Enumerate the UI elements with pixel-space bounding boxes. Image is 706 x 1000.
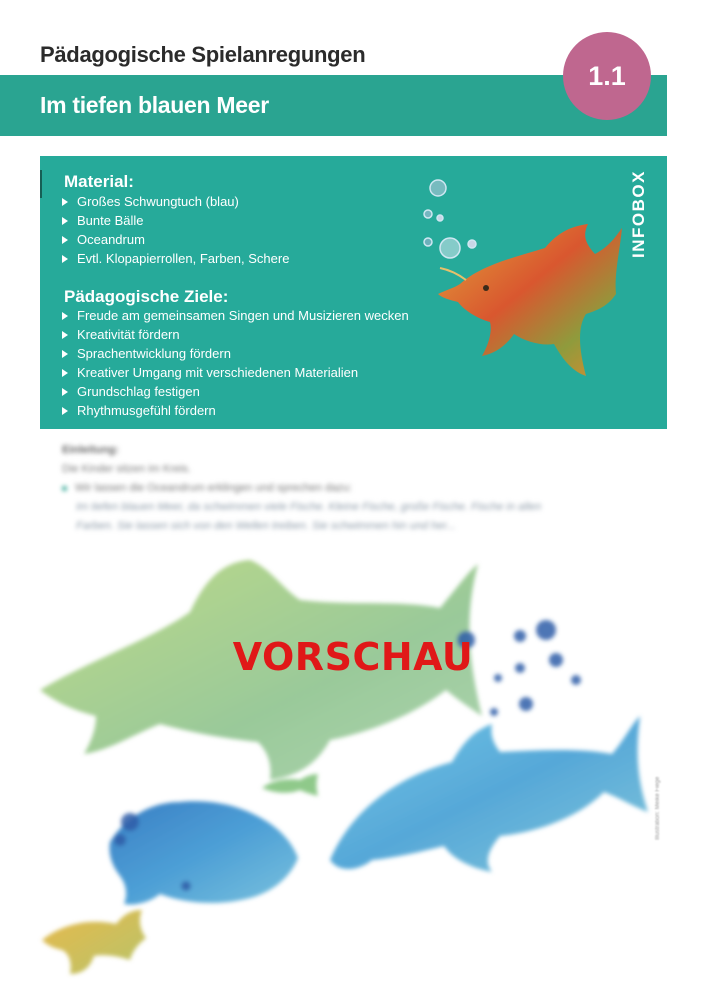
- goal-item: Rhythmusgefühl fördern: [77, 403, 216, 418]
- infobox-accent-line: [40, 170, 42, 198]
- material-heading: Material:: [64, 172, 134, 191]
- intro-quote-line: Farben. Sie lassen sich von den Wellen treiben. Sie schwimmen hin und her...: [76, 520, 456, 532]
- list-item: [62, 382, 409, 401]
- bullet-triangle-icon: [62, 312, 68, 320]
- material-item: Großes Schwungtuch (blau): [77, 194, 239, 209]
- bullet-triangle-icon: [62, 350, 68, 358]
- intro-bullet: [62, 479, 672, 498]
- yellow-fish-icon: [42, 910, 146, 974]
- list-item: [62, 192, 289, 211]
- bullet-triangle-icon: [62, 255, 68, 263]
- chapter-badge: [563, 32, 651, 120]
- chapter-number: 1.1: [588, 60, 626, 91]
- bullet-triangle-icon: [62, 388, 68, 396]
- intro-quote-line: Im tiefen blauen Meer, da schwimmen viele Fische. Kleine Fische, große Fische. Fische in allen: [76, 501, 542, 513]
- intro-bullet-text: Wir lassen die Oceandrum erklingen und sprechen dazu:: [75, 482, 352, 494]
- bullet-triangle-icon: [62, 331, 68, 339]
- light-blue-fish-icon: [330, 716, 648, 872]
- orange-fish-illustration: [410, 176, 625, 391]
- page-header-title: Pädagogische Spielanregungen: [40, 42, 366, 67]
- goal-item: Freude am gemeinsamen Singen und Musizieren wecken: [77, 308, 409, 323]
- goal-item: Kreativer Umgang mit verschiedenen Materialien: [77, 365, 359, 380]
- list-item: [62, 363, 409, 382]
- bullet-triangle-icon: [62, 369, 68, 377]
- list-item: [62, 230, 289, 249]
- goal-item: Grundschlag festigen: [77, 384, 200, 399]
- bubbles-icon: [424, 180, 476, 258]
- bullet-triangle-icon: [62, 407, 68, 415]
- material-item: Oceandrum: [77, 232, 145, 247]
- material-item: Evtl. Klopapierrollen, Farben, Schere: [77, 251, 290, 266]
- intro-section: [62, 441, 672, 536]
- intro-heading: Einleitung:: [62, 444, 119, 456]
- fish-illustration: [0, 540, 706, 1000]
- infobox-label: INFOBOX: [629, 170, 648, 258]
- list-item: [62, 325, 409, 344]
- list-item: [62, 401, 409, 420]
- goals-heading: Pädagogische Ziele:: [64, 287, 229, 306]
- infobox: [40, 156, 667, 429]
- material-item: Bunte Bälle: [77, 213, 144, 228]
- list-item: [62, 249, 289, 268]
- page-subtitle: Im tiefen blauen Meer: [40, 92, 269, 118]
- illustration-credit: Illustration: Meike Fiege: [655, 776, 661, 840]
- dark-blue-fish-icon: [109, 801, 298, 904]
- fish-body: [438, 224, 622, 376]
- list-item: [62, 344, 409, 363]
- bullet-triangle-icon: [62, 217, 68, 225]
- bullet-triangle-icon: [62, 198, 68, 206]
- watermark-preview: VORSCHAU: [232, 635, 474, 679]
- goals-list: [62, 306, 409, 420]
- goal-item: Sprachentwicklung fördern: [77, 346, 231, 361]
- bullet-dot-icon: [62, 486, 67, 491]
- intro-line: Die Kinder sitzen im Kreis.: [62, 463, 191, 475]
- list-item: [62, 211, 289, 230]
- material-list: [62, 192, 289, 268]
- bullet-triangle-icon: [62, 236, 68, 244]
- list-item: [62, 306, 409, 325]
- goal-item: Kreativität fördern: [77, 327, 180, 342]
